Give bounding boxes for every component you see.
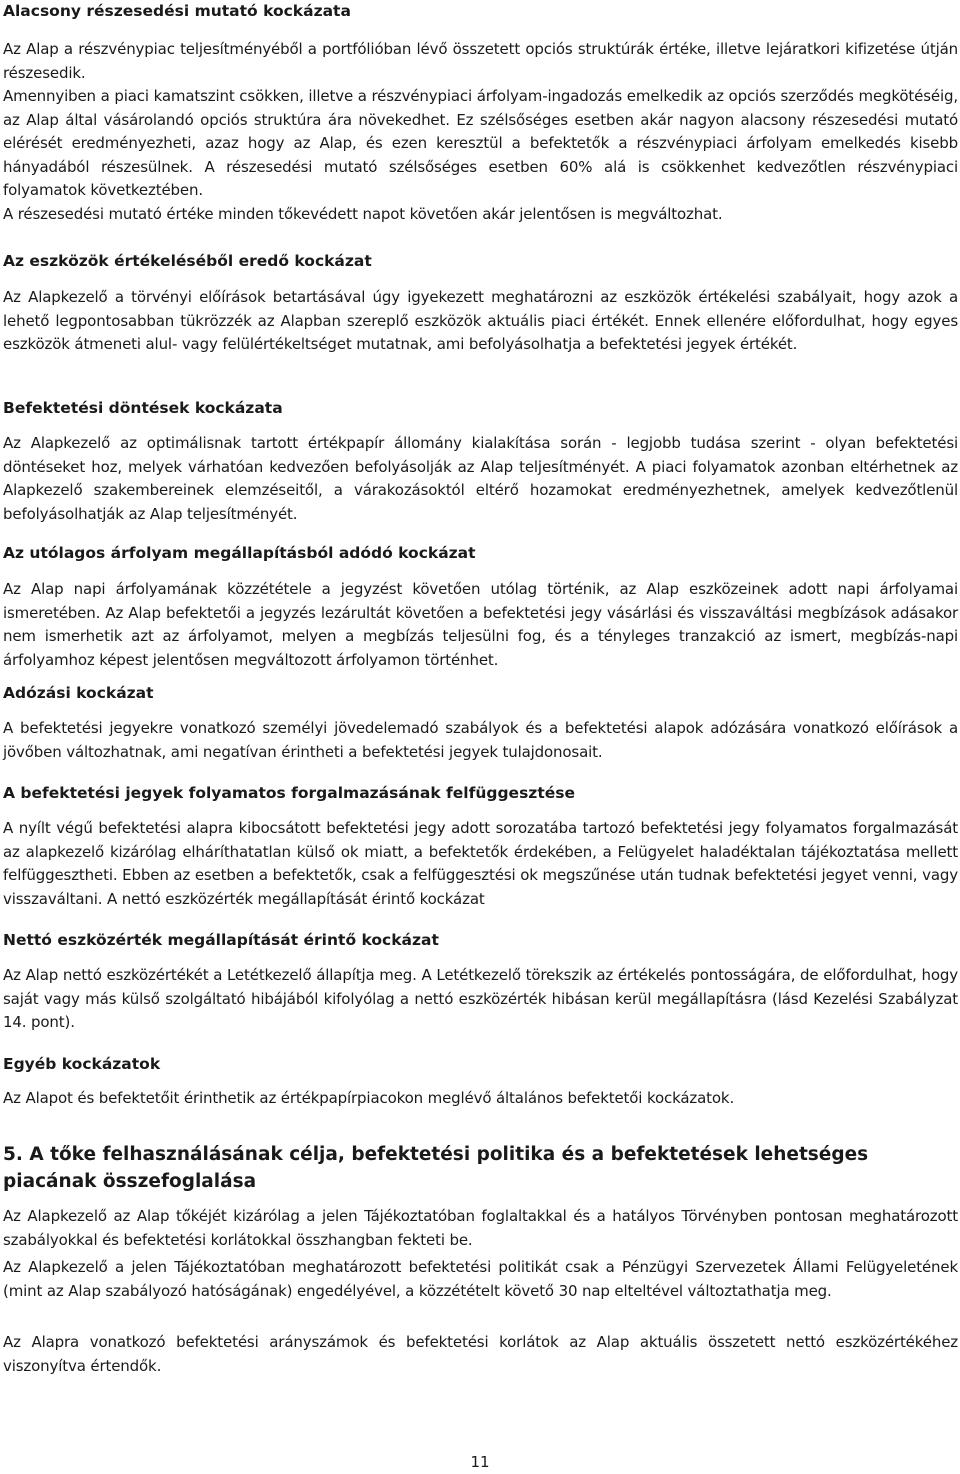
section-heading: A befektetési jegyek folyamatos forgalmazásának felfüggesztése xyxy=(3,784,575,802)
page-number: 11 xyxy=(470,1453,490,1471)
section-heading: Adózási kockázat xyxy=(3,684,154,702)
section-paragraph: Az Alapkezelő a törvényi előírások betartásával úgy igyekezett meghatározni az eszközök értékelési szabályait, hogy azok a lehető legpontosabban tükrözzék az Alapban szereplő eszközök aktuális piaci értékét. Ennek ellenére előfordulhat, hogy egyes eszközök átmeneti alul- vagy felülértékeltséget mutatnak, ami befolyásolhatja a befektetési jegyek értékét. xyxy=(3,288,958,353)
section-heading: Az eszközök értékeléséből eredő kockázat xyxy=(3,252,372,270)
section-paragraph: Az Alap napi árfolyamának közzététele a jegyzést követően utólag történik, az Alap eszközeinek adott napi árfolyamai ismeretében. Az Alap befektetői a jegyzés lezárultát követően a befektetési jegy vásárlási és visszaváltási megbízások adásakor nem ismerhetik azt az árfolyamot, melyen a megbízás teljesülni fog, és a tényleges tranzakció az ismert, megbízás-napi árfolyamhoz képest jelentősen megváltozott árfolyamon történhet. xyxy=(3,580,958,669)
chapter-heading: 5. A tőke felhasználásának célja, befektetési politika és a befektetések lehetséges piacának összefoglalása xyxy=(3,1144,869,1192)
section-heading: Befektetési döntések kockázata xyxy=(3,399,283,417)
section-paragraph: A befektetési jegyekre vonatkozó személyi jövedelemadó szabályok és a befektetési alapok adózására vonatkozó előírások a jövőben változhatnak, ami negatívan érintheti a befektetési jegyek tulajdonosait. xyxy=(3,719,958,761)
section-paragraph: Az Alap nettó eszközértékét a Letétkezelő állapítja meg. A Letétkezelő törekszik az értékelés pontosságára, de előfordulhat, hogy saját vagy más külső szolgáltató hibájából kifolyólag a nettó eszközérték hibásan kerül megállapításra (lásd Kezelési Szabályzat 14. pont). xyxy=(3,966,958,1031)
section-paragraph: Amennyiben a piaci kamatszint csökken, illetve a részvénypiaci árfolyam-ingadozás emelkedik az opciós szerződés megkötéséig, az Alap által vásárolandó opciós struktúra ára növekedhet. Ez szélsőséges esetben akár nagyon alacsony részesedési mutató elérését eredményezheti, azaz hogy az Alap, és ezen keresztül a befektetők a részvénypiaci árfolyam emelkedés kisebb hányadából részesülnek. A részesedési mutató szélsőséges esetben 60% alá is csökkenhet kedvezőtlen részvénypiaci folyamatok következtében. xyxy=(3,87,958,199)
section-heading: Alacsony részesedési mutató kockázata xyxy=(3,2,351,20)
section-paragraph: Az Alap a részvénypiac teljesítményéből a portfólióban lévő összetett opciós struktúrák értéke, illetve lejáratkori kifizetése útján részesedik. xyxy=(3,40,958,82)
section-heading: Egyéb kockázatok xyxy=(3,1055,161,1073)
section-heading: Nettó eszközérték megállapítását érintő kockázat xyxy=(3,931,439,949)
section-paragraph: Az Alapra vonatkozó befektetési arányszámok és befektetési korlátok az Alap aktuális összetett nettó eszközértékéhez viszonyítva értendők. xyxy=(3,1333,958,1375)
section-heading: Az utólagos árfolyam megállapításból adódó kockázat xyxy=(3,544,476,562)
section-paragraph: A nyílt végű befektetési alapra kibocsátott befektetési jegy adott sorozatába tartozó befektetési jegy folyamatos forgalmazását az alapkezelő kizárólag elháríthatatlan külső ok miatt, a befektetők érdekében, a Felügyelet haladéktalan tájékoztatása mellett felfüggesztheti. Ebben az esetben a befektetők, csak a felfüggesztési ok megszűnése után tudnak befektetési jegyet venni, vagy visszaváltani. A nettó eszközérték megállapítását érintő kockázat xyxy=(3,819,958,908)
section-paragraph: Az Alapot és befektetőit érinthetik az értékpapírpiacokon meglévő általános befektetői kockázatok. xyxy=(3,1089,735,1107)
section-paragraph: Az Alapkezelő a jelen Tájékoztatóban meghatározott befektetési politikát csak a Pénzügyi Szervezetek Állami Felügyeletének (mint az Alap szabályozó hatóságának) engedélyével, a közzétételt követő 30 nap elteltével változtathatja meg. xyxy=(3,1258,958,1300)
section-paragraph: Az Alapkezelő az Alap tőkéjét kizárólag a jelen Tájékoztatóban foglaltakkal és a hatályos Törvényben pontosan meghatározott szabályokkal és befektetési korlátokkal összhangban fekteti be. xyxy=(3,1207,958,1249)
section-paragraph: Az Alapkezelő az optimálisnak tartott értékpapír állomány kialakítása során - legjobb tudása szerint - olyan befektetési döntéseket hoz, melyek várhatóan kedvezően befolyásolják az Alap teljesítményét. A piaci folyamatok azonban eltérhetnek az Alapkezelő szakembereinek elemzéseitől, a várakozásoktól eltérő hozamokat eredményezhetnek, amelyek kedvezőtlenül befolyásolhatják az Alap teljesítményét. xyxy=(3,434,958,523)
section-paragraph: A részesedési mutató értéke minden tőkevédett napot követően akár jelentősen is megváltozhat. xyxy=(3,205,723,223)
